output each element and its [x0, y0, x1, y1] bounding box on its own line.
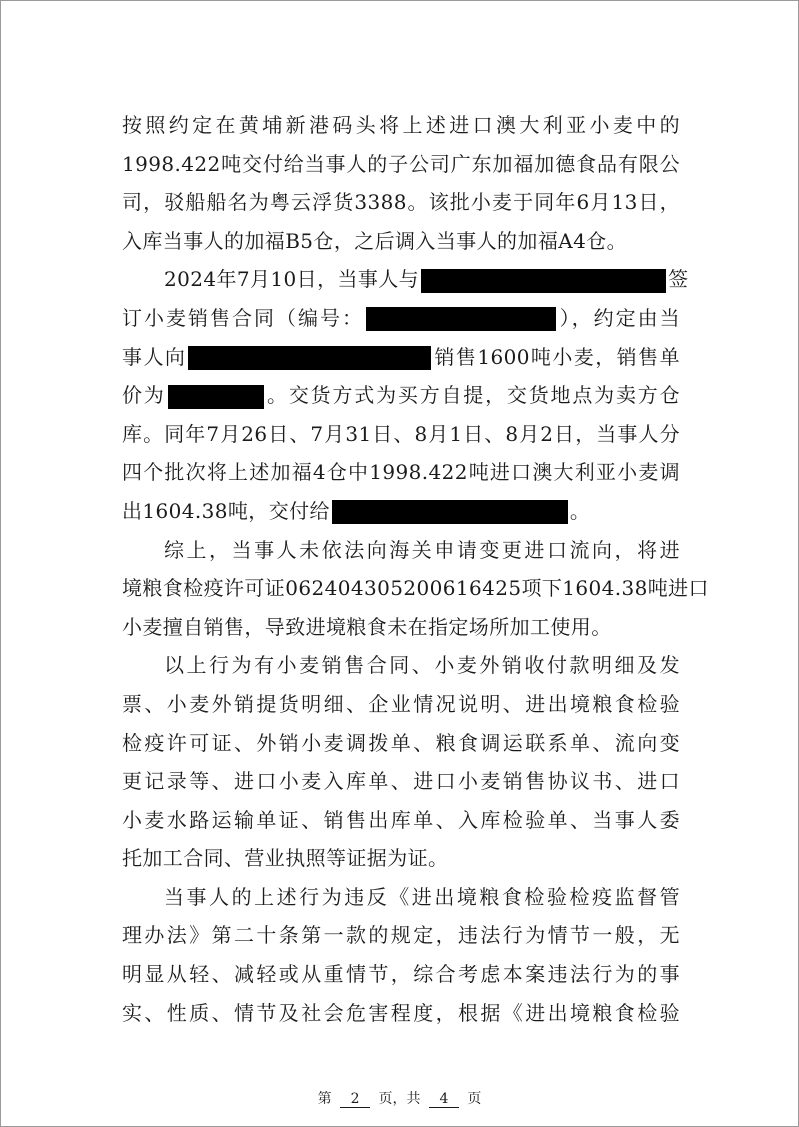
text-line: 小麦水路运输单证、销售出库单、入库检验单、当事人委: [122, 807, 680, 832]
text-line: [122, 492, 680, 531]
text-line: [122, 338, 680, 377]
footer-prefix: 第: [317, 1091, 332, 1107]
text-line: 理办法》第二十条第一款的规定，违法行为情节一般，无: [122, 923, 680, 948]
page-number: 2: [340, 1091, 370, 1108]
text-line: 检疫许可证、外销小麦调拨单、粮食调运联系单、流向变: [122, 730, 680, 755]
text-line: 综上，当事人未依法向海关申请变更进口流向，将进: [164, 537, 680, 562]
redaction-block: [366, 307, 556, 331]
text-line: 更记录等、进口小麦入库单、进口小麦销售协议书、进口: [122, 769, 680, 794]
text-line: 明显从轻、减轻或从重情节，综合考虑本案违法行为的事: [122, 962, 680, 987]
page-footer: [0, 1088, 799, 1108]
text-fragment: 。: [569, 498, 591, 523]
redaction-block: [188, 346, 431, 370]
text-fragment: 事人向: [122, 344, 187, 369]
text-fragment: 价为: [122, 383, 166, 408]
text-line: 入库当事人的加福B5仓，之后调入当事人的加福A4仓。: [122, 228, 627, 253]
text-line: 小麦擅自销售，导致进境粮食未在指定场所加工使用。: [122, 614, 612, 639]
text-line: 实、性质、情节及社会危害程度，根据《进出境粮食检验: [122, 1000, 680, 1025]
redaction-block: [421, 269, 666, 293]
text-fragment: 销售1600吨小麦，销售单: [433, 344, 680, 369]
text-line: 司，驳船船名为粤云浮货3388。该批小麦于同年6月13日，: [122, 190, 680, 215]
footer-middle: 页，共: [378, 1091, 421, 1107]
text-line: [122, 376, 680, 415]
text-line: [122, 299, 680, 338]
text-line: 境粮食检疫许可证062404305200616425项下1604.38吨进口: [122, 576, 709, 601]
text-line: 以上行为有小麦销售合同、小麦外销收付款明细及发: [164, 653, 680, 678]
text-line: 1998.422吨交付给当事人的子公司广东加福加德食品有限公: [122, 151, 680, 176]
text-line: 库。同年7月26日、7月31日、8月1日、8月2日，当事人分: [122, 421, 680, 446]
text-fragment: 订小麦销售合同（编号：: [122, 305, 364, 330]
text-line: [122, 260, 689, 299]
text-fragment: ），约定由当: [558, 305, 680, 330]
redaction-block: [168, 385, 264, 409]
text-line: 按照约定在黄埔新港码头将上述进口澳大利亚小麦中的: [122, 113, 680, 137]
text-fragment: 签: [668, 267, 689, 292]
text-line: 托加工合同、营业执照等证据为证。: [122, 846, 449, 871]
text-line: 当事人的上述行为违反《进出境粮食检验检疫监督管: [164, 884, 680, 909]
text-fragment: 2024年7月10日，当事人与: [164, 267, 420, 292]
total-pages: 4: [429, 1091, 459, 1108]
text-fragment: 。交货方式为买方自提，交货地点为卖方仓: [265, 383, 680, 408]
text-line: 票、小麦外销提货明细、企业情况说明、进出境粮食检验: [122, 691, 680, 716]
redaction-block: [332, 500, 568, 524]
footer-suffix: 页: [467, 1091, 482, 1107]
document-body: [122, 106, 709, 1032]
text-line: 四个批次将上述加福4仓中1998.422吨进口澳大利亚小麦调: [122, 460, 680, 485]
text-fragment: 出1604.38吨，交付给: [122, 498, 330, 523]
